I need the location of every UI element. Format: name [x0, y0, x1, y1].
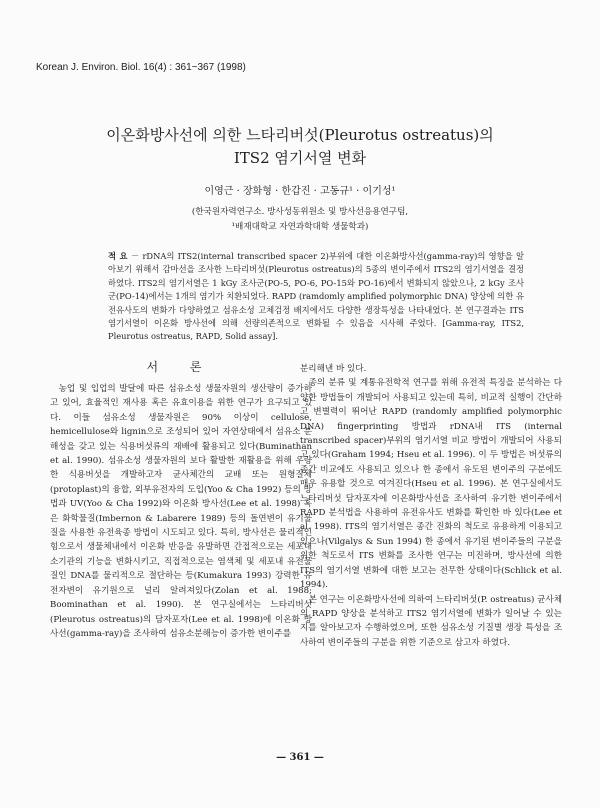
left-column	[50, 382, 312, 641]
intro-paragraph: 농업 및 입업의 발달에 따른 섬유소성 생물자원의 생산량이 증가하고 있어, 효율적인 재사용 혹은 유효이용을 위한 연구가 요구되고 있다. 이들 섬유소성 생물자원은 90% 이상이 cellulose, hemicellulose와 lignin으로 조성되어 있어 자연상태에서 섬유소 분해성을 갖고 있는 식용버섯류의 재배에 활용되고 있다(Buminathan et al. 1990). 섬유소성 생물자원의 보다 활발한 재활용을 위해 우량한 식용버섯을 개발하고자 균사체간의 교배 또는 원형질체(protoplast)의 융합, 외부유전자의 도입(Yoo & Cha 1992) 등의 방법과 UV(Yoo & Cha 1992)와 이온화 방사선(Lee et al. 1998) 혹은 화학물질(Imbernon & Labarere 1989) 등의 돌연변이 유기물질을 사용한 유전육종 방법이 시도되고 있다. 특히, 방사선은 물리적인 힘으로서 생물체내에서 이온화 반응을 유발하면 간접적으로는 세포내 소기관의 기능을 변화시키고, 직접적으로는 염색체 및 세포내 유전물질인 DNA를 물리적으로 절단하는 등(Kumakura 1993) 강력한 유전자변이 유기원으로 널리 알려져있다(Zolan et al. 1988; Boominathan et al. 1990). 본 연구실에서는 느타리버섯(Pleurotus ostreatus)의 담자포자(Lee et al. 1998)에 이온화 방사선(gamma-ray)을 조사하여 섬유소분해능이 증가한 변이주를	[50, 384, 312, 639]
intro-paragraph: 분리해낸 바 있다.	[300, 364, 367, 374]
intro-paragraph: 본 연구는 이온화방사선에 의하여 느타리버섯(P. ostreatus) 균사체의 RAPD 양상을 분석하고 ITS2 염기서열에 변화가 일어날 수 있는 지를 알아보고자 수행하였으며, 또한 섬유소성 기질별 생장 특성을 조사하여 변이주들의 구분을 위한 기준으로 삼고자 하였다.	[300, 594, 562, 648]
affiliation-line-1: (한국원자력연구소. 방사성동위원소 및 방사선응용연구팀,	[191, 207, 409, 217]
intro-paragraph: 종의 분류 및 계통유전학적 연구를 위해 유전적 특징을 분석하는 다양한 방법들이 개발되어 사용되고 있는데 특히, 비교적 실행이 간단하고 변별력이 뛰어난 RAPD (randomly amplified polymorphic DNA) fingerprinting 방법과 rDNA내 ITS (internal transcribed spacer)부위의 염기서열 비교 방법이 개발되어 사용되고 있다(Graham 1994; Hseu et al. 1996). 이 두 방법은 버섯류의 종간 비교에도 사용되고 있으나 한 종에서 유도된 변이주의 구분에도 매우 유용할 것으로 여겨진다(Hseu et al. 1996). 본 연구실에서도 느타리버섯 담자포자에 이온화방사선을 조사하여 유기한 변이주에서 RAPD 분석법을 사용하여 유전유사도 변화를 확인한 바 있다(Lee et al. 1998). ITS의 염기서열은 종간 진화의 척도로 유용하게 이용되고 있으나(Vilgalys & Sun 1994) 한 종에서 유기된 변이주들의 구분을 위한 척도로서 ITS 변화를 조사한 연구는 미진하며, 방사선에 의한 ITS의 염기서열 변화에 대한 보고는 전무한 상태이다(Schlick et al. 1994).	[300, 378, 562, 591]
right-column	[300, 362, 562, 650]
abstract-text: － rDNA의 ITS2(internal transcribed spacer 2)부위에 대한 이온화방사선(gamma-ray)의 영향을 알아보기 위해서 감마선을 조사한 느타리버섯(Pleurotus ostreatus)의 5종의 변이주에서 ITS2의 염기서열을 결정하였다. ITS2의 염기서열은 1 kGy 조사군(PO-5, PO-6, PO-15와 PO-16)에서 변화되지 않았으나, 2 kGy 조사군(PO-14)에서는 1개의 염기가 치환되었다. RAPD (ramdomly amplified polymorphic DNA) 양상에 의한 유전유사도의 변화가 다양하였고 섬유소성 고체검정 배지에서도 다양한 생장특성을 나타내었다. 본 연구결과는 ITS 염기서열이 이온화 방사선에 의해 선량의존적으로 변화될 수 있음을 시사해 주었다. [Gamma-ray, ITS2, Pleurotus ostreatus, RAPD, Solid assay].	[108, 251, 525, 342]
author-list: 이영근 · 장화형 · 한갑진 · 고동규¹ · 이기성¹	[204, 186, 396, 197]
abstract-label: 적 요	[108, 251, 128, 261]
page-number: — 361 —	[276, 752, 324, 763]
paper-title-line-1: 이온화방사선에 의한 느타리버섯(Pleurotus ostreatus)의	[106, 126, 494, 144]
paper-title-line-2: ITS2 염기서열 변화	[233, 149, 367, 167]
section-heading-introduction: 서 론	[146, 360, 216, 374]
journal-citation: Korean J. Environ. Biol. 16(4) : 361~367 (1998)	[36, 62, 246, 73]
affiliation-line-2: ¹배재대학교 자연과학대학 생물학과)	[231, 222, 369, 232]
abstract	[108, 250, 524, 344]
